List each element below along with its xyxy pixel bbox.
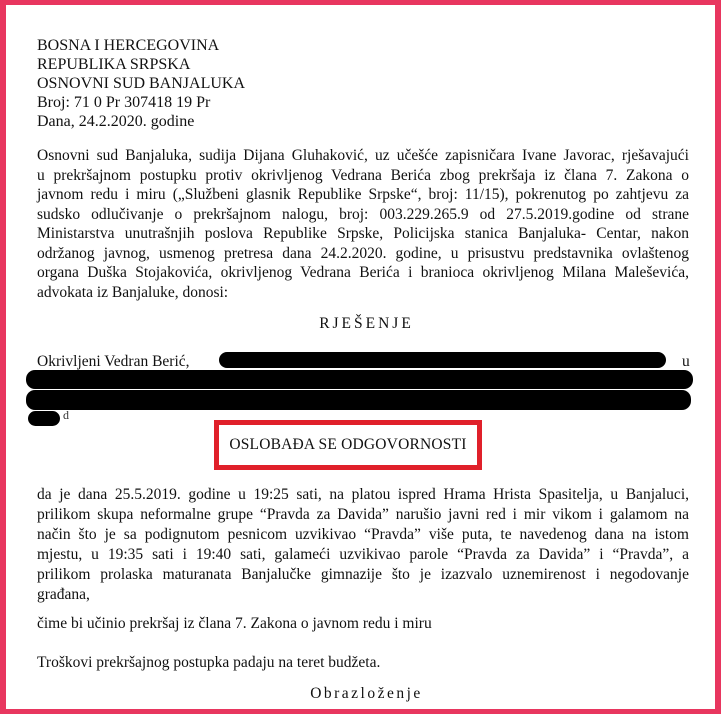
finding-line: način što je sa podignutom pesnicom uzvikivao “Pravda” više puta, te navedenog dana na istom (37, 526, 689, 543)
intro-line: održanog javnog, usmenog pretresa dana 24.2.2020. godine, u prisustvu predstavnika ovlaštenog (37, 244, 689, 262)
header-case-number: Broj: 71 0 Pr 307418 19 Pr (37, 94, 211, 111)
finding-line: da je dana 25.5.2019. godine u 19:25 sati, na platou ispred Hrama Hrista Spasitelja, u Banjaluci, (37, 486, 689, 503)
acquittal-text: OSLOBAĐA SE ODGOVORNOSTI (229, 436, 467, 453)
intro-line: Osnovni sud Banjaluka, sudija Dijana Gluhaković, uz učešće zapisničara Ivane Javorac, rješavajući (37, 147, 689, 164)
header-court: OSNOVNI SUD BANJALUKA (37, 75, 246, 92)
reasoning-title: Obrazloženje (310, 685, 423, 702)
redaction-bar (219, 352, 666, 368)
intro-line: organa Duška Stojakovića, okrivljenog Vedrana Berića i branioca okrivljenog Milana Maleševića, (37, 264, 689, 281)
defendant-trailing: u (682, 353, 690, 370)
header-entity: REPUBLIKA SRPSKA (37, 56, 191, 73)
highlight-box (214, 420, 482, 470)
offense-text: čime bi učinio prekršaj iz člana 7. Zakona o javnom redu i miru (37, 615, 432, 632)
finding-line: mjestu, u 19:35 sati i 19:40 sati, galameći uzvikivao parole “Pravda za Davida” i “Pravda”, a (37, 546, 689, 563)
finding-line: prilikom prolaska maturanata Banjalučke gimnazije što je izazvalo uznemirenost i negodovanje (37, 566, 689, 583)
defendant-line: Okrivljeni Vedran Berić, (37, 353, 190, 370)
decision-title: RJEŠENJE (319, 315, 414, 332)
intro-line: advokata iz Banjaluke, donosi: (37, 283, 229, 301)
redaction-bar (26, 370, 693, 389)
finding-line: prilikom skupa neformalne grupe “Pravda za Davida” narušio javni red i mir vikom i galamom na (37, 506, 689, 523)
intro-line: Ministarstva unutrašnjih poslova Republike Srpske, Policijska stanica Banjaluka- Centar, nakon (37, 225, 689, 242)
header-date: Dana, 24.2.2020. godine (37, 113, 195, 130)
partial-word: d (63, 408, 69, 422)
redaction-bar (26, 390, 691, 410)
intro-line: sudsko odlučivanje o prekršajnom nalogu, broj: 003.229.265.9 od 27.5.2019.godine od strane (37, 205, 689, 223)
intro-line: javnom redu i miru („Službeni glasnik Republike Srpske“, broj: 11/15), pokrenutog po zahtjevu za (37, 186, 689, 203)
costs-text: Troškovi prekršajnog postupka padaju na teret budžeta. (37, 654, 381, 671)
redaction-bar (28, 411, 60, 426)
document-header (37, 36, 245, 131)
header-country: BOSNA I HERCEGOVINA (37, 37, 220, 54)
finding-line: građana, (37, 586, 90, 603)
intro-line: u prekršajnom postupku protiv okrivljenog Vedrana Berića zbog prekršaja iz člana 7. Zakona o (37, 166, 689, 184)
